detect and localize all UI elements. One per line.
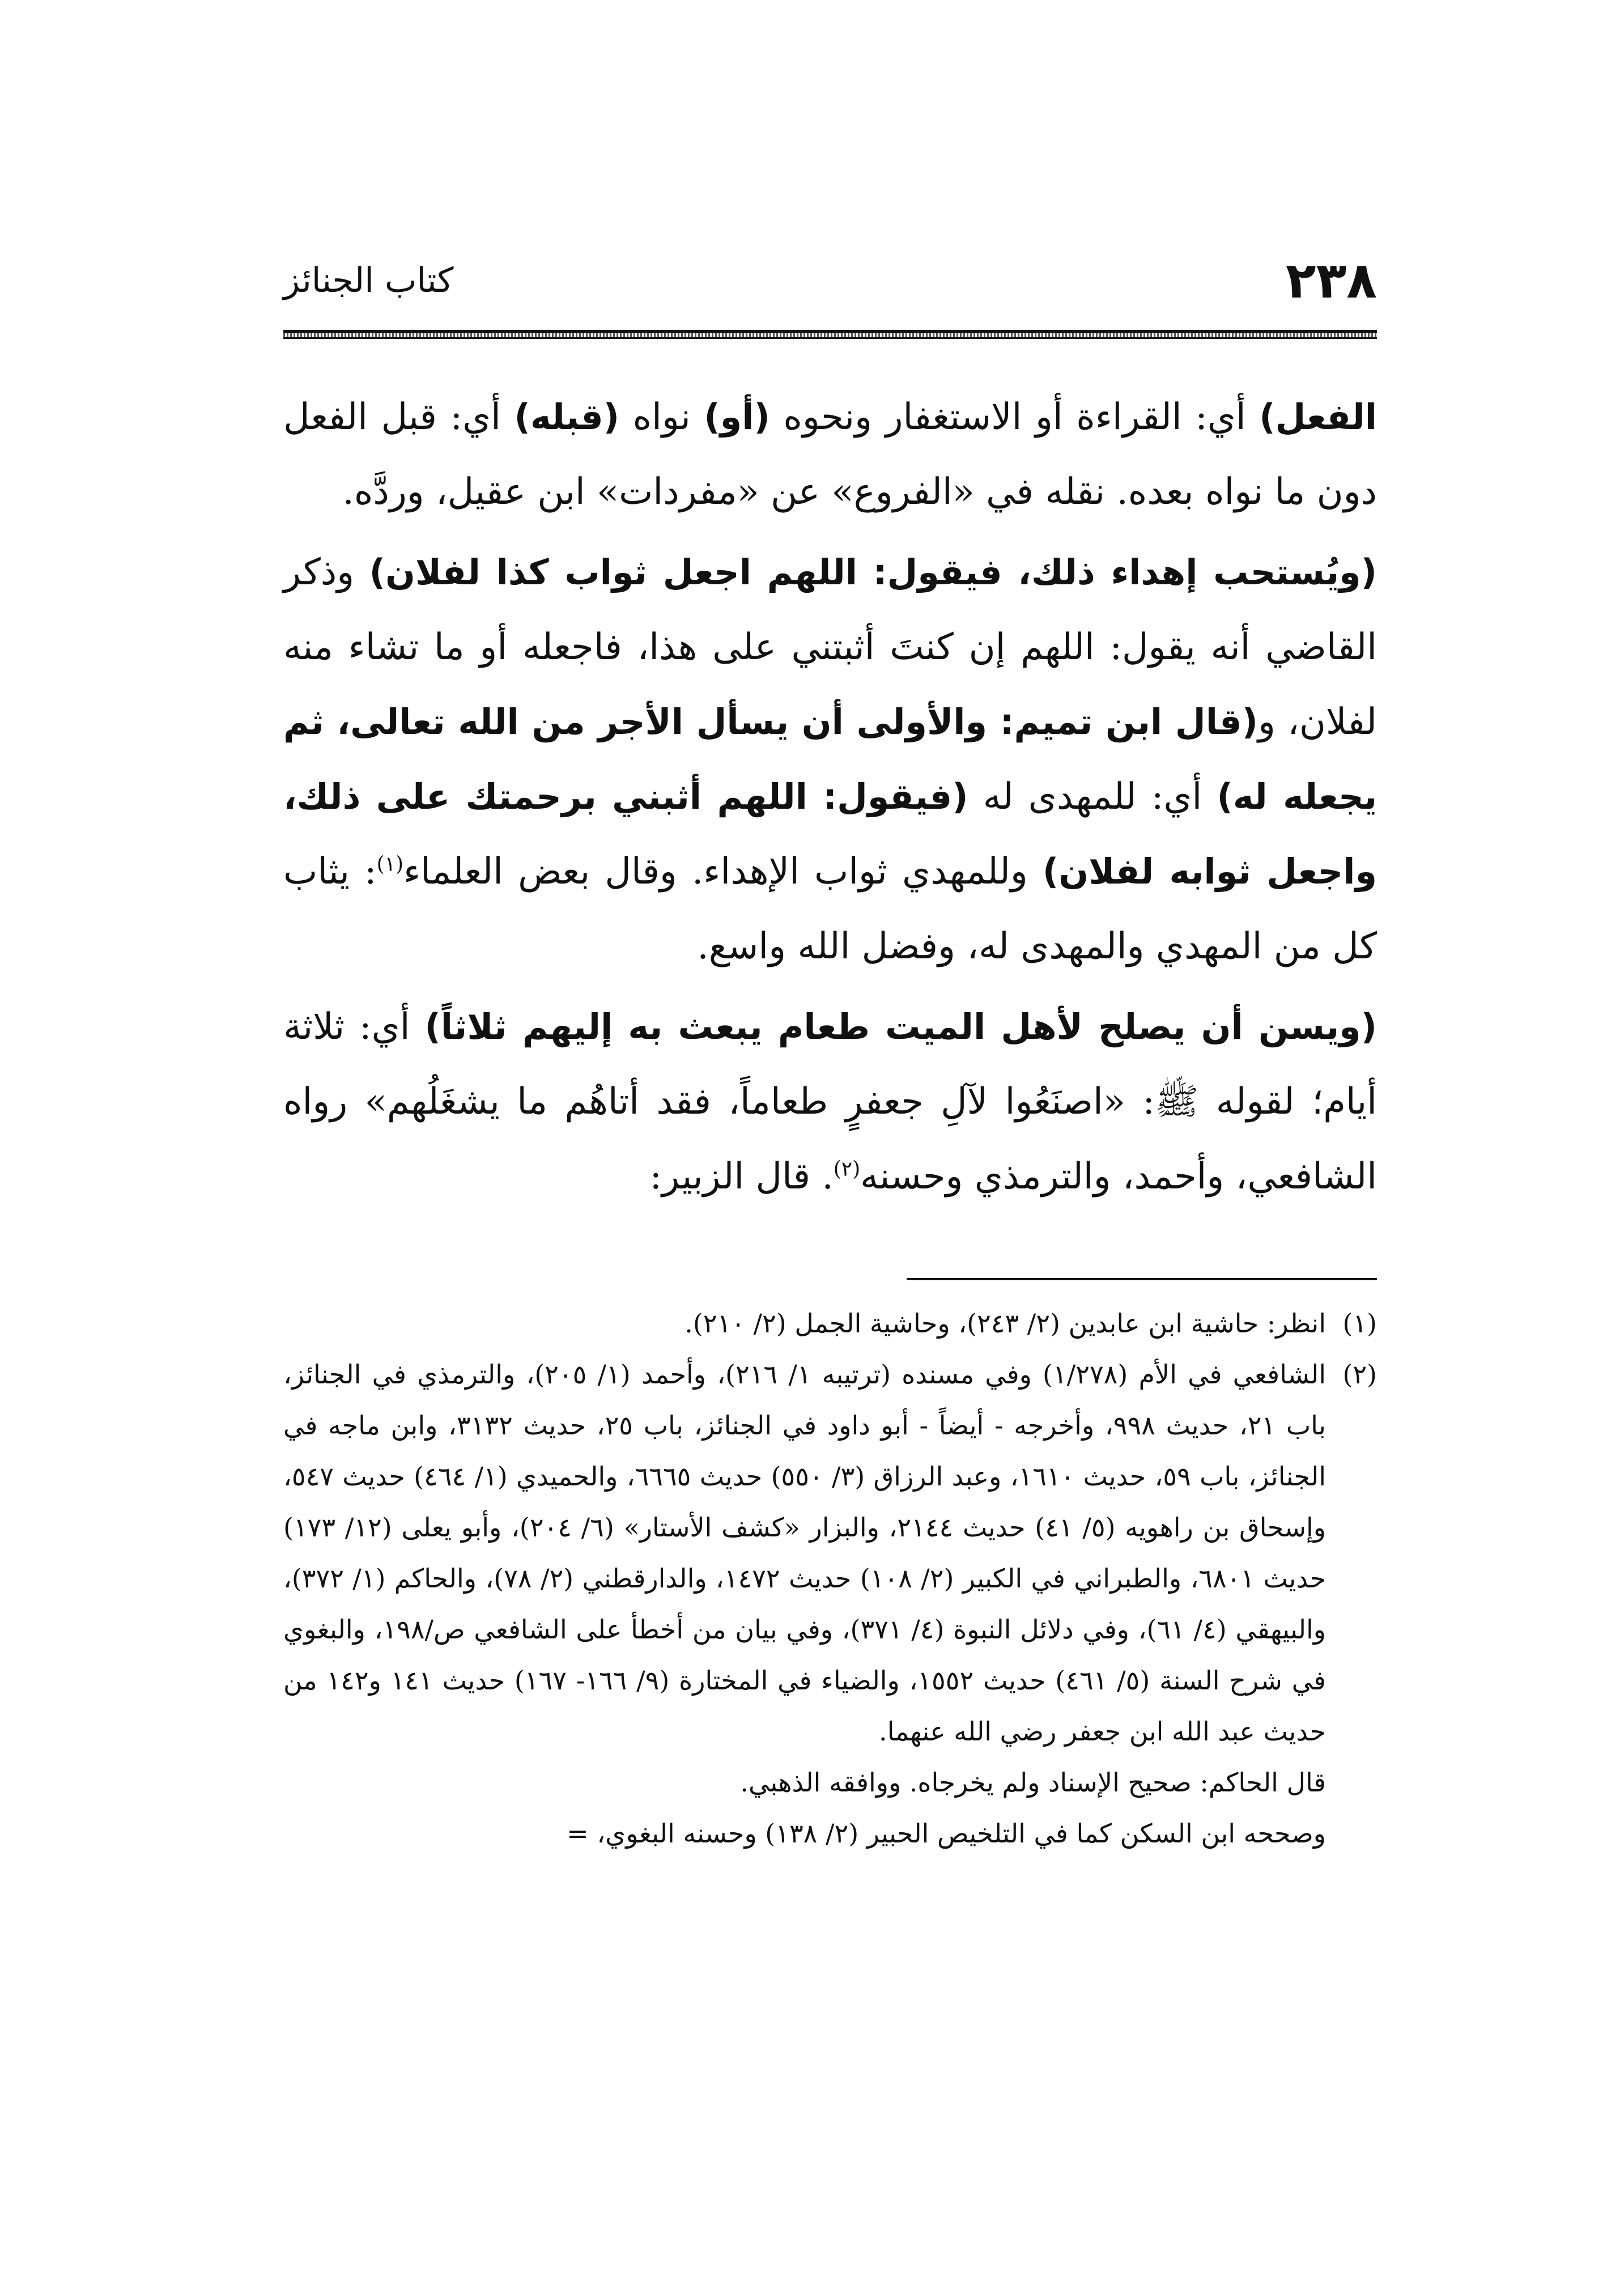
matn-text: (قبله) [514,396,620,438]
matn-text: (أو) [704,396,770,438]
sharh-text: نواه [619,396,704,438]
matn-text: (فيقول: اللهم أثبني برحمتك على ذلك، واجعل ثوابه لفلان) [283,776,1378,892]
footnote-1 [283,1298,1377,1349]
sharh-text: أي: للمهدى له [968,776,1217,818]
footnote-divider [907,1278,1377,1280]
footnote-marker: (١) [1342,1308,1377,1339]
sharh-text: . قال الزبير: [649,1156,834,1198]
sharh-text: أي: ثلاثة أيام؛ لقوله ﷺ: «اصنَعُوا لآلِ جعفرٍ طعاماً، فقد أتاهُم ما يشغَلُهم» رواه الشافعي، وأحمد، والترمذي وحسنه [283,1006,1378,1198]
footnote-ref-2: (٢) [833,1157,861,1181]
page-number: ٢٣٨ [1285,251,1377,309]
matn-text: (ويُستحب إهداء ذلك، فيقول: اللهم اجعل ثواب كذا لفلان) [369,551,1377,593]
paragraph-3 [283,990,1377,1214]
running-title: كتاب الجنائز [283,261,454,300]
sharh-text: وللمهدي ثواب الإهداء. وقال بعض العلماء [403,851,1043,893]
sharh-text: أي: القراءة أو الاستغفار ونحوه [770,396,1260,438]
matn-text: (ويسن أن يصلح لأهل الميت طعام يبعث به إليهم ثلاثاً) [424,1006,1377,1047]
matn-text: الفعل) [1259,396,1378,438]
footnote-2 [283,1349,1377,1757]
footnote-marker: (٢) [1342,1359,1377,1390]
matn-text: (قال ابن تميم: والأولى أن يسأل الأجر من الله تعالى، ثم يجعله له) [283,701,1377,817]
footnote-continuation: وصححه ابن السكن كما في التلخيص الحبير (٢/ ١٣٨) وحسنه البغوي، = [567,1818,1326,1849]
sharh-text: : يثاب كل من المهدي والمهدى له، وفضل الله واسع. [283,851,1377,967]
page-header [283,249,1377,312]
header-divider [283,330,1377,339]
main-text [283,380,1377,1220]
footnote-continuation: قال الحاكم: صحيح الإسناد ولم يخرجاه. ووافقه الذهبي. [740,1767,1326,1798]
sharh-text: أي: قبل الفعل دون ما نواه بعده. نقله في «الفروع» عن «مفردات» ابن عقيل، وردَّه. [283,396,1377,513]
footnotes [283,1298,1377,1859]
footnote-text: انظر: حاشية ابن عابدين (٢/ ٢٤٣)، وحاشية الجمل (٢/ ٢١٠). [685,1308,1326,1339]
paragraph-1 [283,380,1377,529]
footnote-text: الشافعي في الأم (١/٢٧٨) وفي مسنده (ترتيبه ١/ ٢١٦)، وأحمد (١/ ٢٠٥)، والترمذي في الجنائز، باب ٢١، حديث ٩٩٨، وأخرجه - أيضاً - أبو داود في الجنائز، باب ٢٥، حديث ٣١٣٢، وابن ماجه في الجنائز، باب ٥٩، حديث ١٦١٠، وعبد الرزاق (٣/ ٥٥٠) حديث ٦٦٦٥، والحميدي (١/ ٤٦٤) حديث ٥٤٧، وإسحاق بن راهويه (٥/ ٤١) حديث ٢١٤٤، والبزار «كشف الأستار» (٦/ ٢٠٤)، وأبو يعلى (١٢/ ١٧٣) حديث ٦٨٠١، والطبراني في الكبير (٢/ ١٠٨) حديث ١٤٧٢، والدارقطني (٢/ ٧٨)، والحاكم (١/ ٣٧٢)، والبيهقي (٤/ ٦١)، وفي دلائل النبوة (٤/ ٣٧١)، وفي بيان من أخطأ على الشافعي ص/١٩٨، والبغوي في شرح السنة (٥/ ٤٦١) حديث ١٥٥٢، والضياء في المختارة (٩/ ١٦٦- ١٦٧) حديث ١٤١ و١٤٢ من حديث عبد الله ابن جعفر رضي الله عنهما. [283,1359,1327,1747]
paragraph-2 [283,535,1377,984]
sharh-text: وذكر القاضي أنه يقول: اللهم إن كنتَ أثبتني على هذا، فاجعله أو ما تشاء منه لفلان، و [283,551,1377,743]
footnote-ref-1: (١) [376,852,404,876]
